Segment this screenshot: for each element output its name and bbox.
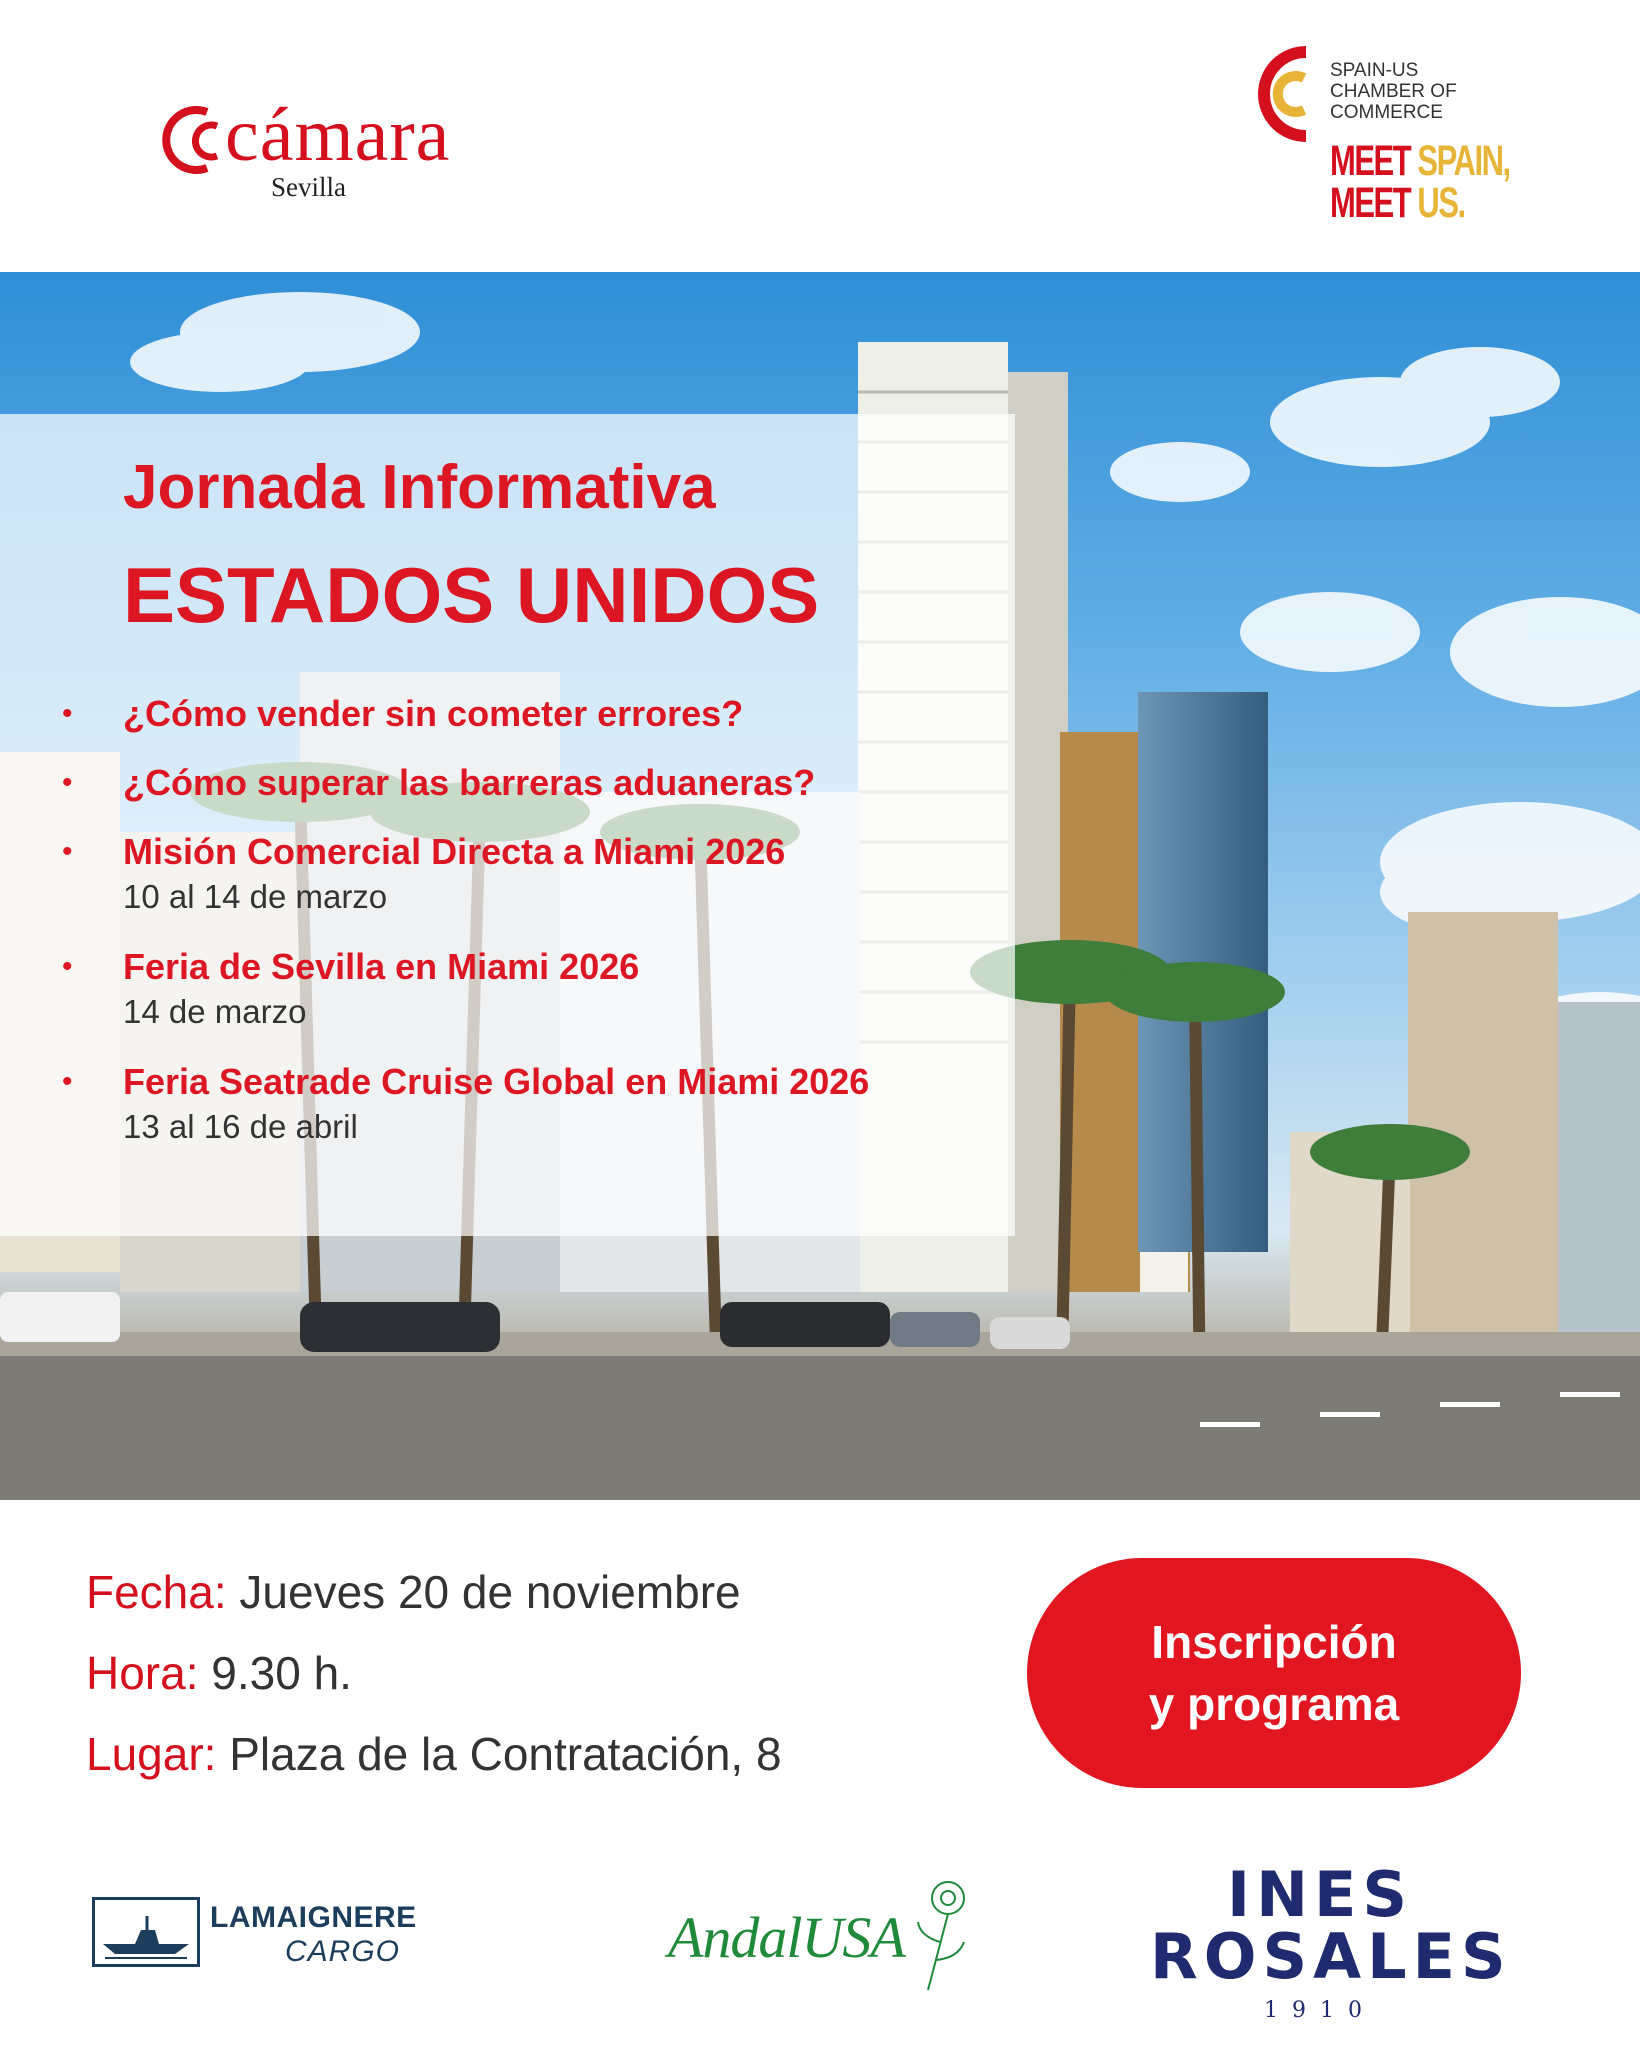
bullet-icon: • xyxy=(62,697,73,730)
chamber-name-line-1: SPAIN-US xyxy=(1330,60,1419,81)
topic-item xyxy=(62,692,1022,736)
fecha-value: Jueves 20 de noviembre xyxy=(239,1566,741,1618)
topic-date: 13 al 16 de abril xyxy=(123,1108,358,1145)
bullet-icon: • xyxy=(62,835,73,868)
topic-date: 14 de marzo xyxy=(123,993,307,1030)
ines-rosales-line-2: ROSALES xyxy=(1150,1920,1512,1993)
lamaignere-sub: CARGO xyxy=(285,1935,401,1968)
hero-miami-skyline xyxy=(0,272,1640,1500)
event-subtitle: ESTADOS UNIDOS xyxy=(123,551,820,639)
camara-wordmark: cámara xyxy=(225,93,451,177)
topic-label: ¿Cómo vender sin cometer errores? xyxy=(123,693,744,734)
ines-rosales-logo[interactable] xyxy=(1150,1858,1512,2044)
topic-label: ¿Cómo superar las barreras aduaneras? xyxy=(123,762,816,803)
camara-city: Sevilla xyxy=(271,172,346,202)
bullet-icon: • xyxy=(62,950,73,983)
topic-item xyxy=(62,761,1022,805)
ines-rosales-line-1: INES xyxy=(1227,1858,1413,1931)
registration-button-line-1: Inscripción xyxy=(1151,1616,1397,1668)
detail-fecha xyxy=(86,1562,782,1643)
andalusa-logo[interactable] xyxy=(668,1872,978,1992)
topic-item xyxy=(62,1060,1022,1150)
flower-icon xyxy=(908,1872,980,1992)
topic-label: Feria Seatrade Cruise Global en Miami 2026 xyxy=(123,1061,870,1102)
fecha-label: Fecha: xyxy=(86,1566,227,1618)
topic-label: Misión Comercial Directa a Miami 2026 xyxy=(123,831,786,872)
andalusa-name: AndalUSA xyxy=(668,1905,905,1970)
slogan-spain: SPAIN, xyxy=(1417,137,1510,185)
spain-us-chamber-logo[interactable] xyxy=(1244,44,1514,244)
slogan-meet-1: MEET xyxy=(1330,137,1411,185)
ines-rosales-year: 1910 xyxy=(1264,1998,1376,2023)
ship-icon xyxy=(92,1897,200,1967)
registration-button[interactable] xyxy=(1027,1558,1521,1788)
chamber-c-mark-icon xyxy=(1244,44,1324,144)
topic-date: 10 al 14 de marzo xyxy=(123,878,388,915)
slogan-meet-2: MEET xyxy=(1330,179,1411,227)
header xyxy=(0,0,1640,272)
registration-button-line-2: y programa xyxy=(1148,1678,1400,1730)
hora-value: 9.30 h. xyxy=(211,1647,352,1699)
topics-list xyxy=(62,692,1022,1175)
lamaignere-cargo-logo[interactable] xyxy=(92,1897,452,1977)
slogan-us: US. xyxy=(1417,179,1465,227)
detail-lugar xyxy=(86,1724,782,1805)
chamber-name-line-2: CHAMBER OF xyxy=(1330,81,1457,102)
lugar-value: Plaza de la Contratación, 8 xyxy=(229,1728,782,1780)
topic-item xyxy=(62,830,1022,920)
topic-label: Feria de Sevilla en Miami 2026 xyxy=(123,946,640,987)
chamber-name-line-3: COMMERCE xyxy=(1330,102,1443,123)
bullet-icon: • xyxy=(62,1065,73,1098)
event-details xyxy=(86,1562,782,1805)
topic-item xyxy=(62,945,1022,1035)
detail-hora xyxy=(86,1643,782,1724)
lugar-label: Lugar: xyxy=(86,1728,217,1780)
sponsors-bar xyxy=(0,1850,1640,2048)
hora-label: Hora: xyxy=(86,1647,199,1699)
bullet-icon: • xyxy=(62,766,73,799)
lamaignere-name: LAMAIGNERE xyxy=(210,1901,417,1934)
camara-sevilla-logo[interactable] xyxy=(155,90,485,210)
event-title: Jornada Informativa xyxy=(123,453,716,522)
chamber-name xyxy=(1330,60,1457,123)
chamber-slogan xyxy=(1330,137,1510,227)
